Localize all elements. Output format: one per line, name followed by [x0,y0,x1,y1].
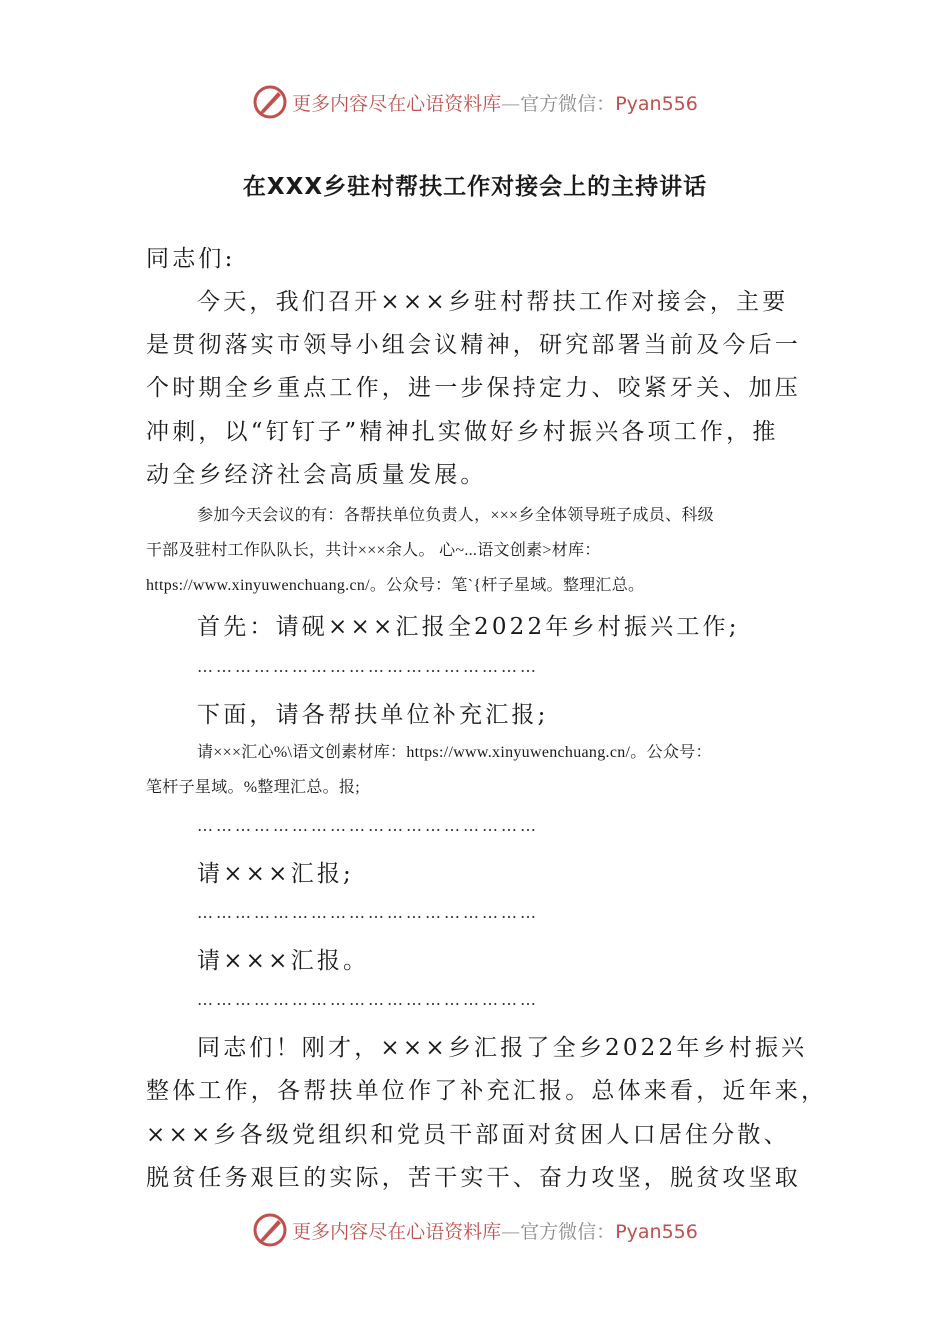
paragraph-4-line: 整体工作，各帮扶单位作了补充汇报。总体来看，近年来， [146,1078,828,1104]
ellipsis-line: ……………………………………………… [197,903,539,922]
paragraph-1-line: 冲刺，以“钉钉子”精神扎实做好乡村振兴各项工作，推 [146,419,779,445]
paragraph-3-line: 笔杆子星域。%整理汇总。报; [146,779,360,796]
quill-logo-icon [252,84,288,120]
quill-logo-icon [252,1212,288,1248]
paragraph-1-line: 动全乡经济社会高质量发展。 [146,462,487,488]
paragraph-1-line: 今天，我们召开×××乡驻村帮扶工作对接会，主要 [197,289,789,315]
banner-brand: 更多内容尽在心语资料库 [292,92,502,115]
paragraph-4-line: 脱贫任务艰巨的实际，苦干实干、奋力攻坚，脱贫攻坚取 [146,1165,801,1191]
paragraph-2-line: 参加今天会议的有：各帮扶单位负责人，×××乡全体领导班子成员、科级 [197,507,714,524]
paragraph-4-line: 同志们！刚才，×××乡汇报了全乡2022年乡村振兴 [197,1035,808,1061]
ellipsis-line: ……………………………………………… [197,990,539,1009]
document-title: 在XXX乡驻村帮扶工作对接会上的主持讲话 [242,174,708,200]
header-banner [0,80,950,124]
paragraph-1-line: 个时期全乡重点工作，进一步保持定力、咬紧牙关、加压 [146,375,801,401]
next-report-line: 下面，请各帮扶单位补充汇报; [197,702,549,728]
first-report-line: 首先：请砚×××汇报全2022年乡村振兴工作; [197,614,740,640]
banner-separator: — [501,1220,521,1243]
paragraph-2-line: https://www.xinyuwenchuang.cn/。公众号：笔`{杆子星域。整理汇总。 [146,577,645,594]
banner-wechat-id: Pyan556 [615,92,698,115]
greeting: 同志们: [146,246,236,272]
paragraph-2-line: 干部及驻村工作队队长，共计×××余人。 心~...语文创素>材库： [146,542,601,559]
request-report-line: 请×××汇报; [197,861,354,887]
banner-wechat-label: 官方微信： [520,1220,616,1243]
banner-wechat-label: 官方微信： [520,92,616,115]
ellipsis-line: ……………………………………………… [197,816,539,835]
paragraph-4-line: ×××乡各级党组织和党员干部面对贫困人口居住分散、 [146,1122,790,1148]
request-report-line: 请×××汇报。 [197,948,370,974]
footer-banner [0,1208,950,1252]
banner-separator: — [501,92,521,115]
paragraph-1-line: 是贯彻落实市领导小组会议精神，研究部署当前及今后一 [146,332,801,358]
banner-brand: 更多内容尽在心语资料库 [292,1220,502,1243]
banner-wechat-id: Pyan556 [615,1220,698,1243]
paragraph-3-line: 请×××汇心%\语文创素材库：https://www.xinyuwenchuang.cn/。公众号： [197,744,712,761]
ellipsis-line: ……………………………………………… [197,657,539,676]
